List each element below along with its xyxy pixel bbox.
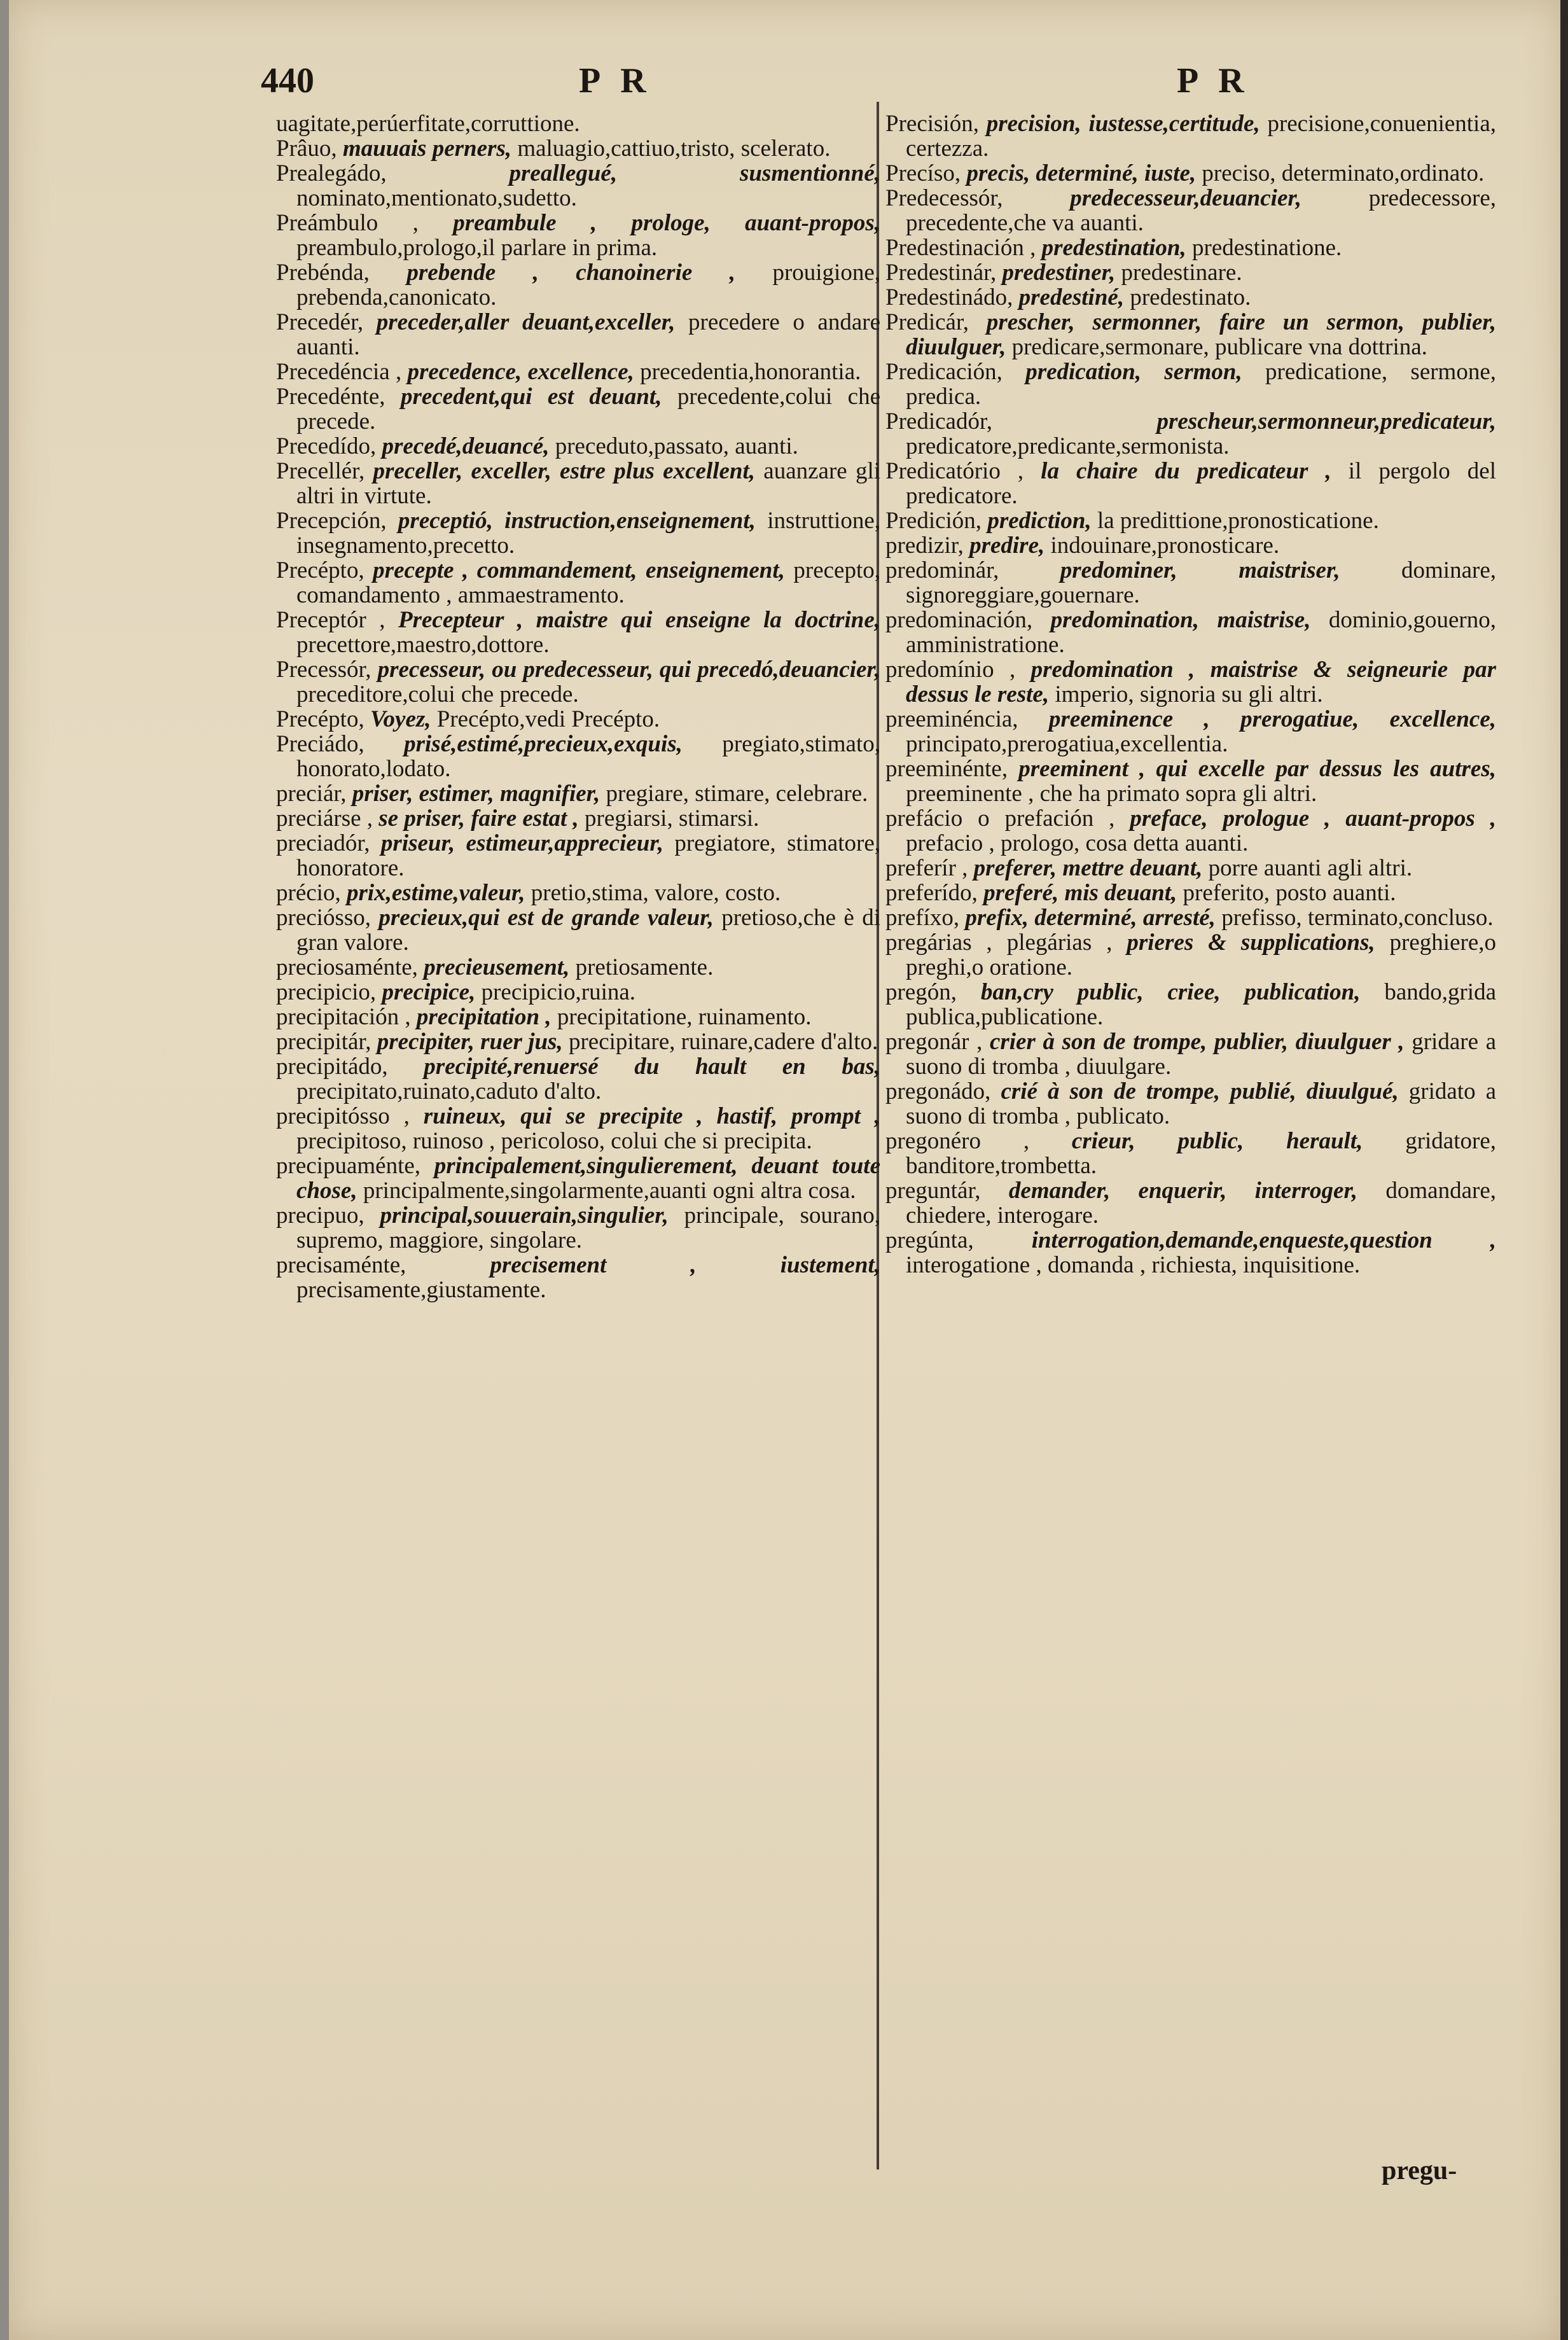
headword: preeminénte,: [885, 756, 1008, 782]
italian-gloss: precipicio,ruina.: [481, 979, 636, 1005]
dictionary-entry: [885, 235, 1496, 260]
french-gloss: predication, sermon,: [1025, 359, 1242, 385]
headword: Predicár,: [885, 309, 969, 335]
headword: Precíso,: [885, 160, 961, 186]
italian-gloss: preghiere,o preghi,o oratione.: [906, 930, 1496, 980]
dictionary-entry: [276, 434, 880, 459]
italian-gloss: preferito, posto auanti.: [1183, 880, 1396, 906]
french-gloss: se priser, faire estat ,: [378, 805, 579, 832]
italian-gloss: bando,grida publica,publicatione.: [906, 979, 1497, 1030]
french-gloss: prefix, determiné, arresté,: [965, 905, 1216, 931]
dictionary-entry: [885, 111, 1496, 161]
dictionary-entry: [276, 161, 880, 211]
italian-gloss: gridare a suono di tromba , diuulgare.: [906, 1029, 1497, 1080]
headword: Precépto,: [276, 706, 364, 732]
french-gloss: prediction,: [987, 508, 1092, 534]
dictionary-entry: [885, 1228, 1496, 1278]
italian-gloss: precipitare, ruinare,cadere d'alto.: [568, 1029, 878, 1055]
dictionary-entry: [885, 186, 1496, 235]
headword: Prâuo,: [276, 136, 337, 162]
french-gloss: preceller, exceller, estre plus excellent,: [373, 458, 756, 484]
italian-gloss: precepto, comandamento , ammaestramento.: [296, 557, 880, 608]
french-gloss: interrogation,demande,enqueste,question ,: [1031, 1227, 1496, 1253]
page-header: [261, 60, 1514, 111]
italian-gloss: imperio, signoria su gli altri.: [1055, 681, 1323, 707]
dictionary-entry: [885, 285, 1496, 310]
dictionary-entry: [276, 806, 880, 831]
dictionary-entry: [885, 905, 1496, 930]
italian-gloss: principale, sourano, supremo, maggiore, singolare.: [296, 1202, 881, 1253]
french-gloss: Precepteur , maistre qui enseigne la doctrine,: [398, 607, 880, 633]
french-gloss: precisement , iustement,: [490, 1252, 880, 1278]
dictionary-entry: [276, 608, 880, 657]
italian-gloss: la predittione,pronosticatione.: [1097, 508, 1379, 534]
french-gloss: precis, determiné, iuste,: [966, 160, 1197, 186]
italian-gloss: Precépto,vedi Precépto.: [436, 706, 660, 732]
headword: preferído,: [885, 880, 978, 906]
running-head-left: P R: [579, 61, 653, 101]
french-gloss: preallegué, susmentionné,: [509, 160, 880, 186]
italian-gloss: preciso, determinato,ordinato.: [1202, 160, 1485, 186]
dictionary-entry: [885, 806, 1496, 856]
italian-gloss: predicatione, sermone, predica.: [906, 359, 1497, 410]
dictionary-entry: [276, 558, 880, 608]
french-gloss: predominer, maistriser,: [1060, 557, 1340, 583]
french-gloss: principalement,singulierement, deuant toute chose,: [296, 1153, 881, 1204]
headword: precipitádo,: [276, 1054, 388, 1080]
french-gloss: prix,estime,valeur,: [346, 880, 525, 906]
headword: precipitár,: [276, 1029, 371, 1055]
dictionary-entry: [885, 161, 1496, 186]
headword: Precepción,: [276, 508, 387, 534]
dictionary-entry: [885, 657, 1496, 707]
french-gloss: preceptió, instruction,enseignement,: [398, 508, 756, 534]
running-head-right: P R: [1177, 61, 1251, 101]
headword: prefíxo,: [885, 905, 960, 931]
page-number: 440: [261, 61, 314, 101]
dictionary-entry: [885, 856, 1496, 881]
french-gloss: crier à son de trompe, publier, diuulguer ,: [989, 1029, 1405, 1055]
dictionary-entry: [276, 508, 880, 558]
headword: predominación,: [885, 607, 1033, 633]
headword: Predestinár,: [885, 260, 997, 286]
dictionary-entry: [885, 260, 1496, 285]
dictionary-entry: [885, 310, 1496, 359]
french-gloss: priseur, estimeur,apprecieur,: [380, 830, 663, 856]
italian-gloss: precipitato,ruinato,caduto d'alto.: [296, 1078, 602, 1104]
french-gloss: precipité,renuersé du hault en bas,: [424, 1054, 881, 1080]
headword: Predicadór,: [885, 408, 993, 435]
french-gloss: predire,: [969, 533, 1045, 559]
italian-gloss: precisamente,giustamente.: [296, 1277, 546, 1303]
headword: preciosaménte,: [276, 954, 418, 980]
headword: Prealegádo,: [276, 160, 387, 186]
french-gloss: precedé,deuancé,: [382, 433, 550, 459]
italian-gloss: auanzare gli altri in virtute.: [296, 458, 881, 509]
french-gloss: mauuais perners,: [342, 136, 512, 162]
french-gloss: ruineux, qui se precipite , hastif, prompt ,: [423, 1103, 880, 1129]
dictionary-entry: [276, 1203, 880, 1253]
french-gloss: predestination,: [1041, 235, 1186, 261]
dictionary-entry: [276, 881, 880, 905]
headword: Precépto,: [276, 557, 364, 583]
headword: Precedér,: [276, 309, 364, 335]
headword: Precessór,: [276, 657, 371, 683]
italian-gloss: precettore,maestro,dottore.: [296, 632, 550, 658]
italian-gloss: precisione,conuenientia, certezza.: [906, 111, 1497, 162]
italian-gloss: gridatore, banditore,trombetta.: [906, 1128, 1496, 1179]
headword: predomínio ,: [885, 657, 1016, 683]
dictionary-entry: [885, 533, 1496, 558]
headword: Predestinación ,: [885, 235, 1036, 261]
dictionary-entry: [276, 1104, 880, 1153]
headword: Predicación,: [885, 359, 1003, 385]
french-gloss: crié à son de trompe, publié, diuulgué,: [1001, 1078, 1399, 1104]
headword: Predicatório ,: [885, 458, 1024, 484]
italian-gloss: precedere o andare auanti.: [296, 309, 881, 360]
headword: precisaménte,: [276, 1252, 406, 1278]
headword: pregón,: [885, 979, 957, 1005]
headword: precipuo,: [276, 1202, 364, 1229]
dictionary-entry: [885, 1079, 1496, 1129]
headword: precipitación ,: [276, 1004, 411, 1030]
french-gloss: ban,cry public, criee, publication,: [980, 979, 1361, 1005]
italian-gloss: prefacio , prologo, cosa detta auanti.: [906, 830, 1249, 856]
headword: preferír ,: [885, 855, 968, 881]
headword: Predestinádo,: [885, 284, 1013, 310]
french-gloss: precedent,qui est deuant,: [400, 384, 662, 410]
italian-gloss: instruttione, insegnamento,precetto.: [296, 508, 881, 559]
italian-gloss: nominato,mentionato,sudetto.: [296, 185, 577, 211]
italian-gloss: precedentia,honorantia.: [640, 359, 861, 385]
french-gloss: precedence, excellence,: [407, 359, 634, 385]
dictionary-entry: [885, 881, 1496, 905]
dictionary-entry: [276, 707, 880, 732]
italian-gloss: predicare,sermonare, publicare vna dottrina.: [1011, 334, 1427, 360]
french-gloss: precepte , commandement, enseignement,: [373, 557, 785, 583]
italian-gloss: pregiatore, stimatore, honoratore.: [296, 830, 881, 881]
dictionary-entry: [276, 136, 880, 161]
dictionary-entry: [276, 732, 880, 781]
dictionary-entry: [885, 1178, 1496, 1228]
dictionary-entry: [276, 831, 880, 881]
italian-gloss: pregiarsi, stimarsi.: [585, 805, 760, 832]
italian-gloss: uagitate,perúerfitate,corruttione.: [276, 111, 580, 137]
headword: Precedéncia ,: [276, 359, 402, 385]
french-gloss: prebende , chanoinerie ,: [406, 260, 735, 286]
dictionary-entry: [276, 459, 880, 508]
french-gloss: precipice,: [382, 979, 476, 1005]
dictionary-entry: [276, 260, 880, 310]
french-gloss: prisé,estimé,precieux,exquis,: [404, 731, 683, 757]
french-gloss: precieusement,: [424, 954, 570, 980]
french-gloss: la chaire du predicateur ,: [1041, 458, 1331, 484]
right-column: [885, 111, 1496, 1278]
italian-gloss: pretiosamente.: [575, 954, 714, 980]
dictionary-entry: [885, 409, 1496, 459]
left-column: [276, 111, 880, 1302]
italian-gloss: predicatore,predicante,sermonista.: [906, 433, 1230, 459]
headword: pregúnta,: [885, 1227, 974, 1253]
french-gloss: Voyez,: [370, 706, 431, 732]
dictionary-entry: [885, 508, 1496, 533]
dictionary-entry: [276, 955, 880, 980]
french-gloss: preceder,aller deuant,exceller,: [376, 309, 676, 335]
dictionary-entry: [276, 384, 880, 434]
dictionary-entry: [885, 980, 1496, 1029]
dictionary-entry: [276, 1005, 880, 1029]
italian-gloss: prouigione, prebenda,canonicato.: [296, 260, 881, 310]
dictionary-entry: [885, 756, 1496, 806]
headword: preciadór,: [276, 830, 370, 856]
dictionary-entry: [885, 1129, 1496, 1178]
italian-gloss: principato,prerogatiua,excellentia.: [906, 731, 1228, 757]
french-gloss: predestiné,: [1018, 284, 1125, 310]
french-gloss: preferé, mis deuant,: [983, 880, 1177, 906]
italian-gloss: pregiato,stimato, honorato,lodato.: [296, 731, 881, 782]
dictionary-entry: [885, 359, 1496, 409]
french-gloss: prescheur,sermonneur,predicateur,: [1156, 408, 1496, 435]
french-gloss: crieur, public, herault,: [1071, 1128, 1363, 1154]
italian-gloss: pretioso,che è di gran valore.: [296, 905, 880, 956]
headword: preciósso,: [276, 905, 371, 931]
headword: précio,: [276, 880, 341, 906]
dictionary-entry: [276, 905, 880, 955]
dictionary-entry: [885, 459, 1496, 508]
scan-right-edge: [1560, 0, 1568, 2340]
headword: pregárias , plegárias ,: [885, 930, 1113, 956]
french-gloss: preeminent , qui excelle par dessus les autres,: [1018, 756, 1496, 782]
french-gloss: precipiter, ruer jus,: [377, 1029, 563, 1055]
dictionary-entry: [276, 1253, 880, 1302]
dictionary-entry: [276, 211, 880, 260]
dictionary-entry: [276, 1029, 880, 1054]
italian-gloss: preeminente , che ha primato sopra gli altri.: [906, 781, 1317, 807]
italian-gloss: predestinatione.: [1192, 235, 1342, 261]
headword: Predecessór,: [885, 185, 1003, 211]
headword: Preceptór ,: [276, 607, 385, 633]
french-gloss: predecesseur,deuancier,: [1070, 185, 1301, 211]
headword: Precedído,: [276, 433, 377, 459]
headword: Prebénda,: [276, 260, 370, 286]
headword: preciár,: [276, 781, 347, 807]
italian-gloss: preceduto,passato, auanti.: [555, 433, 798, 459]
headword: predominár,: [885, 557, 999, 583]
french-gloss: predestiner,: [1002, 260, 1116, 286]
french-gloss: preeminence , prerogatiue, excellence,: [1048, 706, 1496, 732]
italian-gloss: indouinare,pronosticare.: [1050, 533, 1280, 559]
italian-gloss: il pergolo del predicatore.: [906, 458, 1496, 509]
italian-gloss: precedente,colui che precede.: [296, 384, 881, 435]
french-gloss: priser, estimer, magnifier,: [352, 781, 600, 807]
french-gloss: preferer, mettre deuant,: [973, 855, 1203, 881]
italian-gloss: predestinare.: [1121, 260, 1242, 286]
catchword: pregu-: [1382, 2156, 1457, 2185]
italian-gloss: precipitoso, ruinoso , pericoloso, colui che si precipita.: [296, 1128, 812, 1154]
dictionary-entry: [276, 359, 880, 384]
headword: Predición,: [885, 508, 982, 534]
headword: Precellér,: [276, 458, 365, 484]
italian-gloss: predestinato.: [1130, 284, 1251, 310]
italian-gloss: precipitatione, ruinamento.: [557, 1004, 812, 1030]
dictionary-entry: [276, 1054, 880, 1104]
french-gloss: preambule , prologe, auant-propos,: [453, 210, 880, 236]
dictionary-entry: [885, 1029, 1496, 1079]
dictionary-entry: [276, 1153, 880, 1203]
headword: pregonár ,: [885, 1029, 983, 1055]
italian-gloss: domandare, chiedere, interogare.: [906, 1178, 1497, 1229]
italian-gloss: interogatione , domanda , richiesta, inquisitione.: [906, 1252, 1361, 1278]
italian-gloss: pretio,stima, valore, costo.: [531, 880, 781, 906]
headword: precipitósso ,: [276, 1103, 410, 1129]
french-gloss: predomination , maistrise & seigneurie par dessus le reste,: [906, 657, 1497, 707]
french-gloss: precieux,qui est de grande valeur,: [378, 905, 714, 931]
headword: Precedénte,: [276, 384, 385, 410]
french-gloss: prieres & supplications,: [1127, 930, 1375, 956]
headword: Preciádo,: [276, 731, 364, 757]
dictionary-entry: [276, 310, 880, 359]
french-gloss: precipitation ,: [416, 1004, 552, 1030]
french-gloss: predomination, maistrise,: [1050, 607, 1311, 633]
french-gloss: precesseur, ou predecesseur, qui precedó,deuancier,: [377, 657, 880, 683]
italian-gloss: preambulo,prologo,il parlare in prima.: [296, 235, 658, 261]
headword: preeminéncia,: [885, 706, 1018, 732]
dictionary-entry: [276, 980, 880, 1005]
headword: preguntár,: [885, 1178, 981, 1204]
headword: precipuaménte,: [276, 1153, 421, 1179]
dictionary-entry: [885, 707, 1496, 756]
italian-gloss: maluagio,cattiuo,tristo, scelerato.: [517, 136, 831, 162]
italian-gloss: preceditore,colui che precede.: [296, 681, 579, 707]
italian-gloss: prefisso, terminato,concluso.: [1221, 905, 1494, 931]
french-gloss: demander, enquerir, interroger,: [1008, 1178, 1358, 1204]
dictionary-entry: [276, 657, 880, 707]
italian-gloss: porre auanti agli altri.: [1208, 855, 1413, 881]
headword: Precisión,: [885, 111, 979, 137]
dictionary-entry: [885, 930, 1496, 980]
headword: prefácio o prefación ,: [885, 805, 1115, 832]
dictionary-entry: [885, 608, 1496, 657]
italian-gloss: principalmente,singolarmente,auanti ogni altra cosa.: [363, 1178, 856, 1204]
french-gloss: preface, prologue , auant-propos ,: [1130, 805, 1496, 832]
headword: preciárse ,: [276, 805, 373, 832]
dictionary-entry: [276, 111, 880, 136]
headword: predizir,: [885, 533, 964, 559]
italian-gloss: dominio,gouerno, amministratione.: [906, 607, 1497, 658]
italian-gloss: pregiare, stimare, celebrare.: [606, 781, 868, 807]
headword: pregonádo,: [885, 1078, 991, 1104]
dictionary-entry: [276, 781, 880, 806]
french-gloss: precision, iustesse,certitude,: [986, 111, 1260, 137]
scan-left-edge: [0, 0, 9, 2340]
french-gloss: principal,souuerain,singulier,: [380, 1202, 669, 1229]
french-gloss: prescher, sermonner, faire un sermon, publier, diuulguer,: [906, 309, 1496, 360]
dictionary-entry: [885, 558, 1496, 608]
italian-gloss: gridato a suono di tromba , publicato.: [906, 1078, 1497, 1129]
italian-gloss: dominare, signoreggiare,gouernare.: [906, 557, 1497, 608]
headword: precipicio,: [276, 979, 377, 1005]
headword: Preámbulo ,: [276, 210, 419, 236]
headword: pregonéro ,: [885, 1128, 1030, 1154]
italian-gloss: predecessore, precedente,che va auanti.: [906, 185, 1497, 236]
